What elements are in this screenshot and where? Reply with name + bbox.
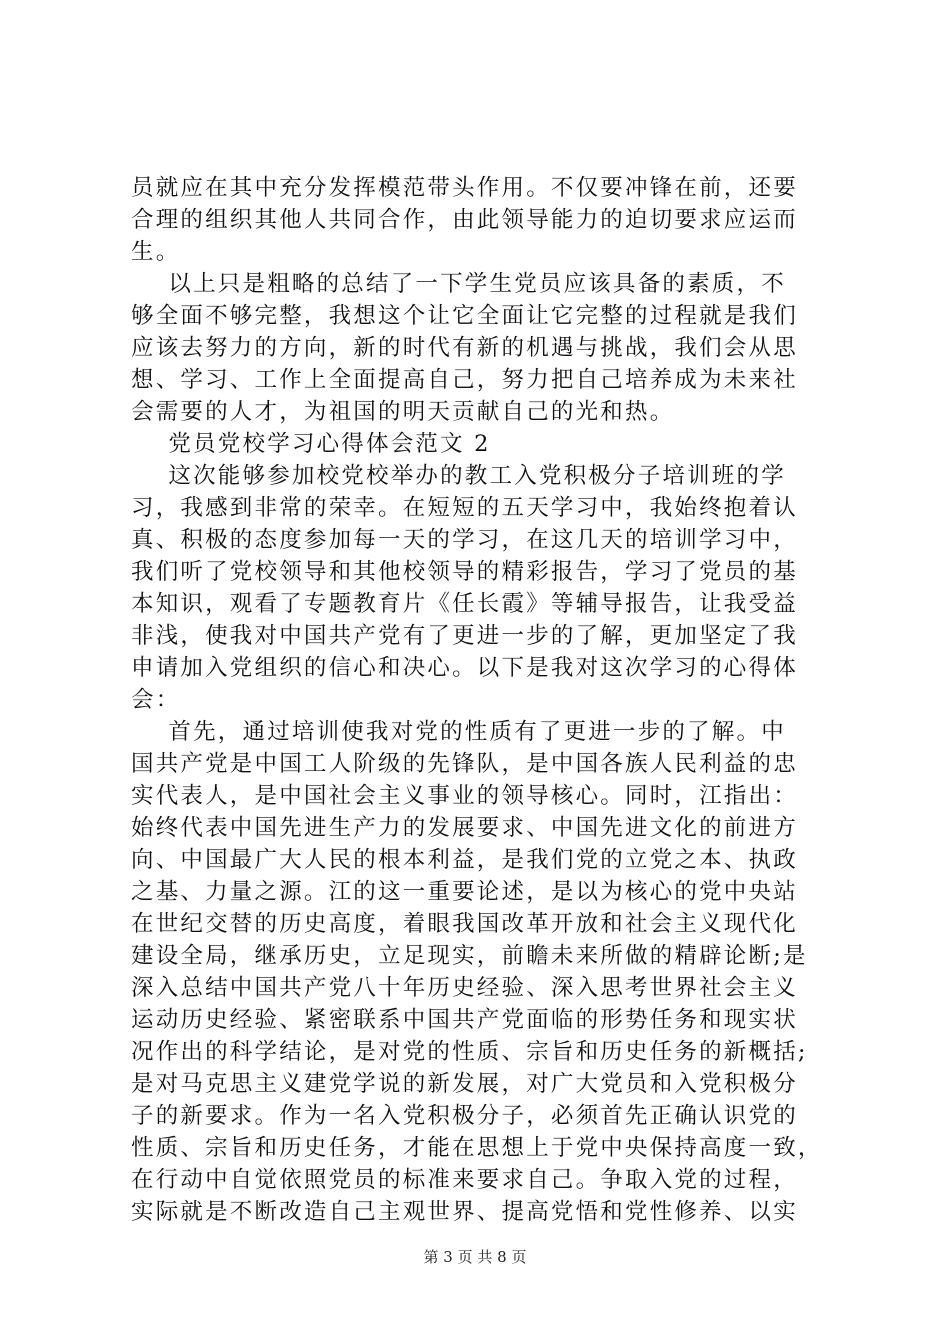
- text-line: 我们听了党校领导和其他校领导的精彩报告，学习了党员的基: [131, 559, 798, 585]
- text-line: 真、积极的态度参加每一天的学习，在这几天的培训学习中，: [131, 527, 798, 553]
- text-line: 实代表人，是中国社会主义事业的领导核心。同时，江指出：: [131, 783, 798, 809]
- text-line: 是对马克思主义建党学说的新发展，对广大党员和入党积极分: [131, 1071, 798, 1097]
- text-line: 深入总结中国共产党八十年历史经验、深入思考世界社会主义: [131, 975, 798, 1001]
- text-line: 想、学习、工作上全面提高自己，努力把自己培养成为未来社: [131, 367, 798, 393]
- text-line: 生。: [131, 239, 181, 265]
- text-line: 够全面不够完整，我想这个让它全面让它完整的过程就是我们: [131, 303, 798, 329]
- text-line: 向、中国最广大人民的根本利益，是我们党的立党之本、执政: [131, 847, 798, 873]
- text-line: 员就应在其中充分发挥模范带头作用。不仅要冲锋在前，还要: [131, 175, 798, 201]
- text-line: 运动历史经验、紧密联系中国共产党面临的形势任务和现实状: [131, 1007, 798, 1033]
- text-line: 性质、宗旨和历史任务，才能在思想上于党中央保持高度一致，: [131, 1135, 823, 1161]
- text-line: 实际就是不断改造自己主观世界、提高党悟和党性修养、以实: [131, 1199, 798, 1225]
- text-line: 在行动中自觉依照党员的标准来要求自己。争取入党的过程，: [131, 1167, 798, 1193]
- section-heading: 党员党校学习心得体会范文 2: [131, 431, 491, 457]
- text-line: 国共产党是中国工人阶级的先锋队，是中国各族人民利益的忠: [131, 751, 798, 777]
- text-line: 会：: [131, 687, 181, 713]
- text-line: 申请加入党组织的信心和决心。以下是我对这次学习的心得体: [131, 655, 798, 681]
- text-line: 在世纪交替的历史高度，着眼我国改革开放和社会主义现代化: [131, 911, 798, 937]
- text-line: 非浅，使我对中国共产党有了更进一步的了解，更加坚定了我: [131, 623, 798, 649]
- text-line: 合理的组织其他人共同合作，由此领导能力的迫切要求应运而: [131, 207, 798, 233]
- document-body: [131, 172, 826, 1228]
- page-number-footer: 第 3 页 共 8 页: [423, 1248, 527, 1266]
- text-line: 始终代表中国先进生产力的发展要求、中国先进文化的前进方: [131, 815, 798, 841]
- text-line: 会需要的人才，为祖国的明天贡献自己的光和热。: [131, 399, 675, 425]
- text-line: 建设全局，继承历史，立足现实，前瞻未来所做的精辟论断;是: [131, 943, 808, 969]
- text-line: 这次能够参加校党校举办的教工入党积极分子培训班的学: [131, 463, 786, 489]
- text-line: 以上只是粗略的总结了一下学生党员应该具备的素质，不: [131, 271, 786, 297]
- text-line: 之基、力量之源。江的这一重要论述，是以为核心的党中央站: [131, 879, 798, 905]
- text-line: 本知识，观看了专题教育片《任长霞》等辅导报告，让我受益: [131, 591, 798, 617]
- text-line: 习，我感到非常的荣幸。在短短的五天学习中，我始终抱着认: [131, 495, 798, 521]
- text-line: 况作出的科学结论，是对党的性质、宗旨和历史任务的新概括;: [131, 1039, 808, 1065]
- text-line: 应该去努力的方向，新的时代有新的机遇与挑战，我们会从思: [131, 335, 798, 361]
- text-line: 子的新要求。作为一名入党积极分子，必须首先正确认识党的: [131, 1103, 798, 1129]
- text-line: 首先，通过培训使我对党的性质有了更进一步的了解。中: [131, 719, 786, 745]
